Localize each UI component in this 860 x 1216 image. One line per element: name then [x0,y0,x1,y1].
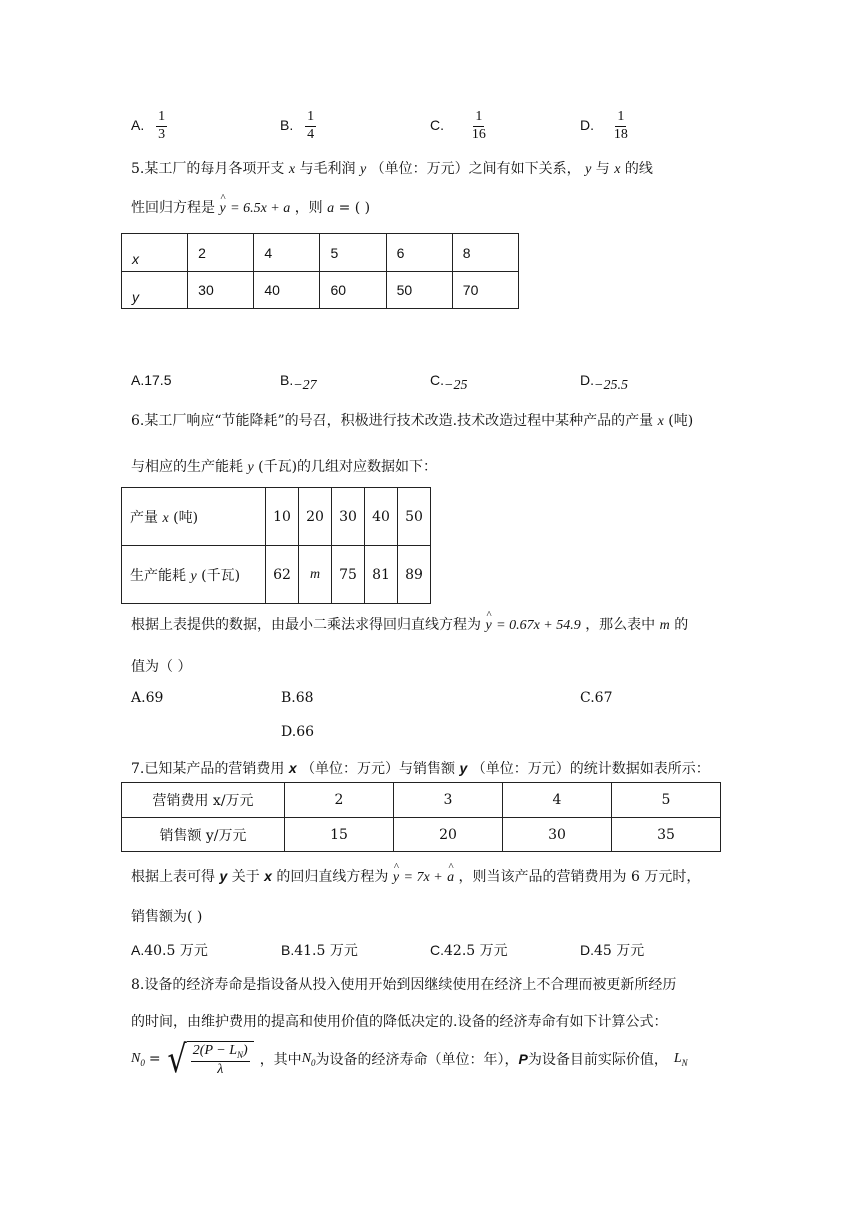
q8-line1: 8.设备的经济寿命是指设备从投入使用开始到因继续使用在经济上不合理而被更新所经历 [131,977,677,993]
y-hat: ^ y [393,870,399,886]
option-value: 66 [296,724,315,740]
table-cell: 10 [266,488,299,546]
table-cell: 3 [394,783,503,818]
q7-data-table [121,782,721,852]
table-cell: 35 [612,818,721,852]
option-letter: D. [580,372,594,388]
row-label-y: y [122,272,188,309]
row-label [122,488,266,546]
table-cell: 30 [503,818,612,852]
option-value: 40.5 万元 [144,943,208,959]
table-row [122,818,721,852]
radicand [187,1041,254,1078]
option-value: −25 [444,378,468,393]
table-cell: 89 [398,546,431,604]
y-hat: ^ y [219,201,225,217]
q6-data-table [121,487,431,604]
q5-line2 [131,197,370,217]
option-letter: C. [430,942,444,958]
text: = ( ) [338,200,371,216]
text: 根据上表可得 [131,869,215,885]
q4-option-c [430,110,488,142]
text: 2(P − L [192,1042,237,1058]
table-row [122,546,431,604]
var-x: x [288,162,296,177]
subscript: 0 [311,1057,316,1068]
text: 与毛利润 [299,161,356,177]
q4-option-a [131,110,167,142]
denominator: 3 [158,126,166,142]
square-root [165,1037,254,1081]
equals-sign: = [148,1051,161,1067]
equation: = 6.5x + a [230,201,291,216]
var-y: y [585,162,592,177]
option-value: 41.5 万元 [294,943,358,959]
q5-option-b [280,372,317,393]
option-letter: A. [131,690,146,706]
var-y: y [359,162,367,177]
fraction [191,1044,250,1078]
text: (千瓦)的几组对应数据如下： [258,459,438,475]
q6-option-c [580,690,613,706]
table-cell: 75 [332,546,365,604]
table-cell: 2 [285,783,394,818]
row-label: 销售额 y/万元 [122,818,285,852]
table-cell: 30 [332,488,365,546]
var-y: y [459,760,468,776]
option-value: −25.5 [594,378,628,393]
l-n [674,1051,688,1068]
table-cell: 4 [503,783,612,818]
option-value: 67 [594,690,613,706]
table-row [122,234,519,272]
q7-option-b [281,940,358,960]
text: (吨) [668,413,694,429]
option-letter: A. [131,942,145,958]
text: 5.某工厂的每月各项开支 [131,161,285,177]
a-hat: ^ a [447,870,454,886]
text: 关于 [231,869,260,885]
text: 的线 [624,161,653,177]
text: (吨) [173,509,199,526]
q5-option-d [580,372,628,393]
option-letter: B. [281,942,295,958]
numerator: 1 [156,110,167,127]
text: （单位：万元）与销售额 [301,761,456,777]
table-cell: 81 [365,546,398,604]
q7-option-a [131,940,208,960]
formula-lhs [131,1051,145,1068]
text: （单位：万元）之间有如下关系， [370,161,581,177]
y-hat: ^ y [485,618,491,634]
equation: = 0.67x + 54.9 [496,618,581,633]
option-value: 42.5 万元 [444,943,508,959]
table-cell: 6 [386,234,452,272]
option-value: 69 [145,690,164,706]
equation: = 7x + [403,870,443,885]
q8-line2: 的时间，由维护费用的提高和使用价值的降低决定的.设备的经济寿命有如下计算公式： [131,1014,668,1030]
radical-icon: √ [167,1037,187,1081]
denominator: 16 [471,126,486,142]
option-letter: D. [580,116,594,133]
table-cell: 2 [188,234,254,272]
table-cell: m [299,546,332,604]
subscript: N [681,1057,688,1068]
denominator: 18 [613,126,628,142]
option-letter: D. [281,724,297,740]
text: 为设备的经济寿命（单位：年）， [315,1052,519,1068]
table-cell: 50 [386,272,452,309]
q6-line2 [131,456,437,476]
var-x: x [162,510,169,526]
fraction [612,110,630,142]
subscript: 0 [140,1057,145,1068]
text: 与 [595,161,610,177]
var-x: x [614,162,621,177]
table-cell: 60 [320,272,386,309]
q6-option-a [131,690,163,706]
text: 为设备目前实际价值， [527,1052,668,1068]
option-value: 45 万元 [594,943,645,959]
q6-line1 [131,410,693,430]
q7-sales-line: 销售额为( ) [131,909,203,925]
fraction [156,110,167,142]
q5-data-table [121,233,519,309]
q8-formula-line [131,1037,688,1081]
text: ，则 [294,200,323,216]
text: 的回归直线方程为 [276,869,389,885]
option-letter: B. [281,690,296,706]
var-y: y [247,460,254,475]
q4-option-d [580,110,630,142]
option-value: 68 [295,690,314,706]
table-cell: 40 [365,488,398,546]
q7-after-table [131,866,700,886]
text: 性回归方程是 [131,200,215,216]
text: ，那么表中 [585,617,656,633]
n0 [302,1051,316,1068]
numerator: $2(P - L_N)$ [191,1044,250,1062]
text: 7.已知某产品的营销费用 [131,761,285,777]
q4-option-b [280,110,316,142]
table-cell: 5 [612,783,721,818]
fraction [470,110,488,142]
denominator: 4 [307,126,315,142]
subscript: N [237,1049,244,1060]
text: 根据上表提供的数据，由最小二乘法求得回归直线方程为 [131,617,481,633]
var-x: x [657,414,664,429]
text: (千瓦) [201,567,241,584]
q6-value-line: 值为（ ） [131,659,192,675]
option-letter: D. [580,942,594,958]
text: 产量 [130,509,158,526]
var-x: x [288,760,297,776]
option-value: −27 [293,378,317,393]
text: N [131,1050,141,1066]
q6-option-d [281,724,314,740]
fraction [305,110,316,142]
var-a: a [327,201,335,216]
table-cell: 30 [188,272,254,309]
q5-option-a [131,372,171,388]
table-cell: 20 [394,818,503,852]
table-cell: 5 [320,234,386,272]
text: 与相应的生产能耗 [131,459,243,475]
numerator: 1 [305,110,316,127]
text: 的 [674,617,689,633]
text: L [673,1050,682,1066]
table-cell: 20 [299,488,332,546]
table-row [122,783,721,818]
numerator: 1 [473,110,484,127]
row-label: 营销费用 x/万元 [122,783,285,818]
option-letter: A. [131,372,145,388]
var-x: x [264,868,272,884]
table-cell: 50 [398,488,431,546]
row-label [122,546,266,604]
text: 生产能耗 [130,567,186,584]
text: 6.某工厂响应“节能降耗”的号召，积极进行技术改造.技术改造过程中某种产品的产量 [131,413,654,429]
q7-option-d [580,940,644,960]
table-row [122,488,431,546]
option-value: 17.5 [144,372,172,388]
table-cell: 70 [452,272,518,309]
var-m: m [659,618,670,633]
var-p: P [518,1051,528,1067]
option-letter: B. [280,372,294,388]
table-cell: 8 [452,234,518,272]
q7-line1 [131,758,710,778]
option-letter: C. [430,116,444,133]
option-letter: C. [580,690,595,706]
table-row [122,272,519,309]
table-cell: 40 [254,272,320,309]
var-y: y [219,868,228,884]
text: （单位：万元）的统计数据如表所示： [471,761,710,777]
table-cell: 15 [285,818,394,852]
table-cell: 4 [254,234,320,272]
q6-after-table [131,614,688,634]
option-letter: B. [280,116,294,133]
q6-option-b [281,690,314,706]
text: ，则当该产品的营销费用为 6 万元时， [458,869,701,885]
numerator: 1 [615,110,626,127]
denominator: λ [217,1061,224,1077]
text: N [301,1050,312,1066]
q7-option-c [430,940,508,960]
q5-line1 [131,158,653,178]
text: ，其中 [259,1052,302,1068]
q5-option-c [430,372,468,393]
option-letter: C. [430,372,444,388]
var-y: y [190,568,197,584]
row-label-x: x [122,234,188,272]
option-letter: A. [131,116,145,133]
table-cell: 62 [266,546,299,604]
